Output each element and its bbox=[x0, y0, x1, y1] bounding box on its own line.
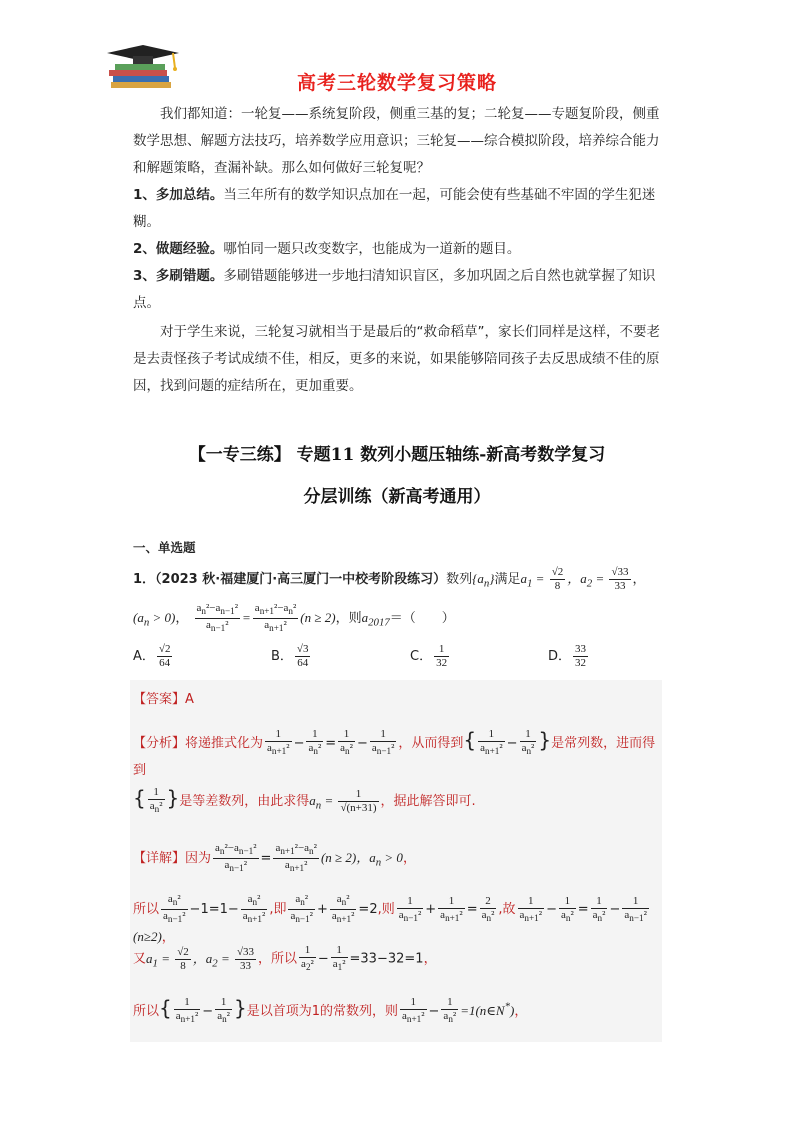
document-title: 高考三轮数学复习策略 bbox=[296, 72, 497, 94]
tip-1-heading: 1、多加总结。 bbox=[133, 187, 224, 203]
tip-2-body: 哪怕同一题只改变数字，也能成为一道新的题目。 bbox=[223, 241, 521, 257]
detail-line2: 所以 $\frac{a_n^2}{a_{n-1}^2}$ −1=1− $\frac{a_n^2}{a_{n+1}^2}$ ,即 $\frac{a_n^2}{a_{n-1}^2}$ + $\frac{a_n^2}{a_{n+1}^2}$ =2,则 $\frac{1}{a_{n-1}^2}$ + $\frac{1}{a_{n+1}^2}$ = $\frac{2}{a_n^2}$ ,故 $\frac{1}{a_{n+1}^2}$ − $\frac{1}{a_n^2}$ = $\frac{1}{a_n^2}$ − $\frac{1}{a_{n-1}^2}$ (n≥2)， bbox=[133, 893, 647, 946]
recurrence-left: $\frac{a_n^2-a_{n-1}^2}{a_{n-1}^2}$ bbox=[196, 602, 239, 634]
detail-line1: 【详解】因为 $\frac{a_n^2-a_{n-1}^2}{a_{n-1}^2}$ = $\frac{a_{n+1}^2-a_n^2}{a_{n+1}^2}$ (n ≥ 2)，$a_n > 0$， bbox=[133, 842, 416, 874]
tip-3-body: 多刷错题能够进一步地扫清知识盲区，多加巩固之后自然也就掌握了知识点。 bbox=[133, 268, 656, 311]
option-c[interactable]: C． $\frac{1}{32}$ bbox=[410, 643, 448, 669]
question-1-line1: 1．（2023 秋·福建厦门·高三厦门一中校考阶段练习）数列$\{a_n\}$满足$a_1$ = $\frac{√2}{8}$ ，$a_2$ = $\frac{√33}{33}$ ， bbox=[133, 566, 646, 592]
a1-def: $a_1$ = bbox=[520, 571, 548, 590]
intro-paragraph: 我们都知道：一轮复——系统复阶段，侧重三基的复；二轮复——专题复阶段，侧重数学思想、解题方法技巧，培养数学应用意识；三轮复——综合模拟阶段，培养综合能力和解题策略，查漏补缺。那么如何做好三轮复呢？ bbox=[133, 106, 660, 176]
question-1-line2: $(a_n > 0)$， $\frac{a_n^2-a_{n-1}^2}{a_{n-1}^2}$ = $\frac{a_{n+1}^2-a_n^2}{a_{n+1}^2}$ (n ≥ 2)，则$a_{2017}=$（ ） bbox=[133, 602, 455, 634]
analysis-line2: { $\frac{1}{a_n^2}$ }是等差数列，由此求得$a_n$ = $\frac{1}{√(n+31)}$ ，据此解答即可. bbox=[133, 786, 476, 815]
tip-3 bbox=[133, 263, 663, 317]
answer-line: 【答案】A bbox=[133, 692, 194, 707]
question-text-2: 满足 bbox=[494, 572, 521, 587]
tip-3-heading: 3、多刷错题。 bbox=[133, 268, 224, 284]
topic-title-line1: 【一专三练】 专题11 数列小题压轴练-新高考数学复习 bbox=[188, 445, 606, 465]
closing-paragraph: 对于学生来说，三轮复习就相当于是最后的“救命稻草”，家长们同样是这样，不要老是去责怪孩子考试成绩不佳，相反，更多的来说，如果能够陪同孩子去反思成绩不佳的原因，找到问题的症结所在，更加重要。 bbox=[133, 324, 660, 394]
analysis-line1: 【分析】将递推式化为 $\frac{1}{a_{n+1}^2}$ − $\frac{1}{a_n^2}$ = $\frac{1}{a_n^2}$ − $\frac{1}{a_{n-1}^2}$ ，从而得到{ $\frac{1}{a_{n+1}^2}$ − $\frac{1}{a_n^2}$ }是常列数，进而得到 bbox=[133, 728, 656, 778]
sequence-symbol: $\{a_n\}$ bbox=[472, 571, 495, 590]
question-text-4: ＝（ ） bbox=[389, 611, 455, 627]
option-b[interactable]: B． $\frac{√3}{64}$ bbox=[271, 643, 309, 669]
detail-line3: 又$a_1$ = $\frac{√2}{8}$ ，$a_2$ = $\frac{√33}{33}$ ，所以 $\frac{1}{a_2^2}$ − $\frac{1}{a_1^2}$ =33−32=1， bbox=[133, 944, 437, 973]
tip-1-body: 当三年所有的数学知识点加在一起，可能会使有些基础不牢固的学生犯迷糊。 bbox=[133, 187, 656, 230]
a1-fraction: $\frac{√2}{8}$ bbox=[551, 566, 564, 592]
tip-2 bbox=[133, 236, 663, 263]
question-source: （2023 秋·福建厦门·高三厦门一中校考阶段练习） bbox=[155, 572, 447, 587]
a2-fraction: $\frac{√33}{33}$ bbox=[611, 566, 629, 592]
topic-title-line2: 分层训练（新高考通用） bbox=[303, 487, 491, 507]
question-number: 1． bbox=[133, 572, 156, 587]
option-a[interactable]: A． $\frac{√2}{64}$ bbox=[133, 643, 171, 669]
option-d[interactable]: D． $\frac{33}{32}$ bbox=[548, 643, 587, 669]
section-heading: 一、单选题 bbox=[133, 540, 196, 555]
tip-2-heading: 2、做题经验。 bbox=[133, 241, 224, 257]
question-text-1: 数列 bbox=[446, 572, 473, 587]
detail-line4: 所以{ $\frac{1}{a_{n+1}^2}$ − $\frac{1}{a_n^2}$ }是以首项为1的常数列，则 $\frac{1}{a_{n+1}^2}$ − $\frac{1}{a_n^2}$ =1(n∈N*)， bbox=[133, 996, 528, 1025]
recurrence-right: $\frac{a_{n+1}^2-a_n^2}{a_{n+1}^2}$ bbox=[254, 602, 297, 634]
tip-1 bbox=[133, 182, 663, 236]
question-text-3: ，则 bbox=[335, 611, 362, 627]
